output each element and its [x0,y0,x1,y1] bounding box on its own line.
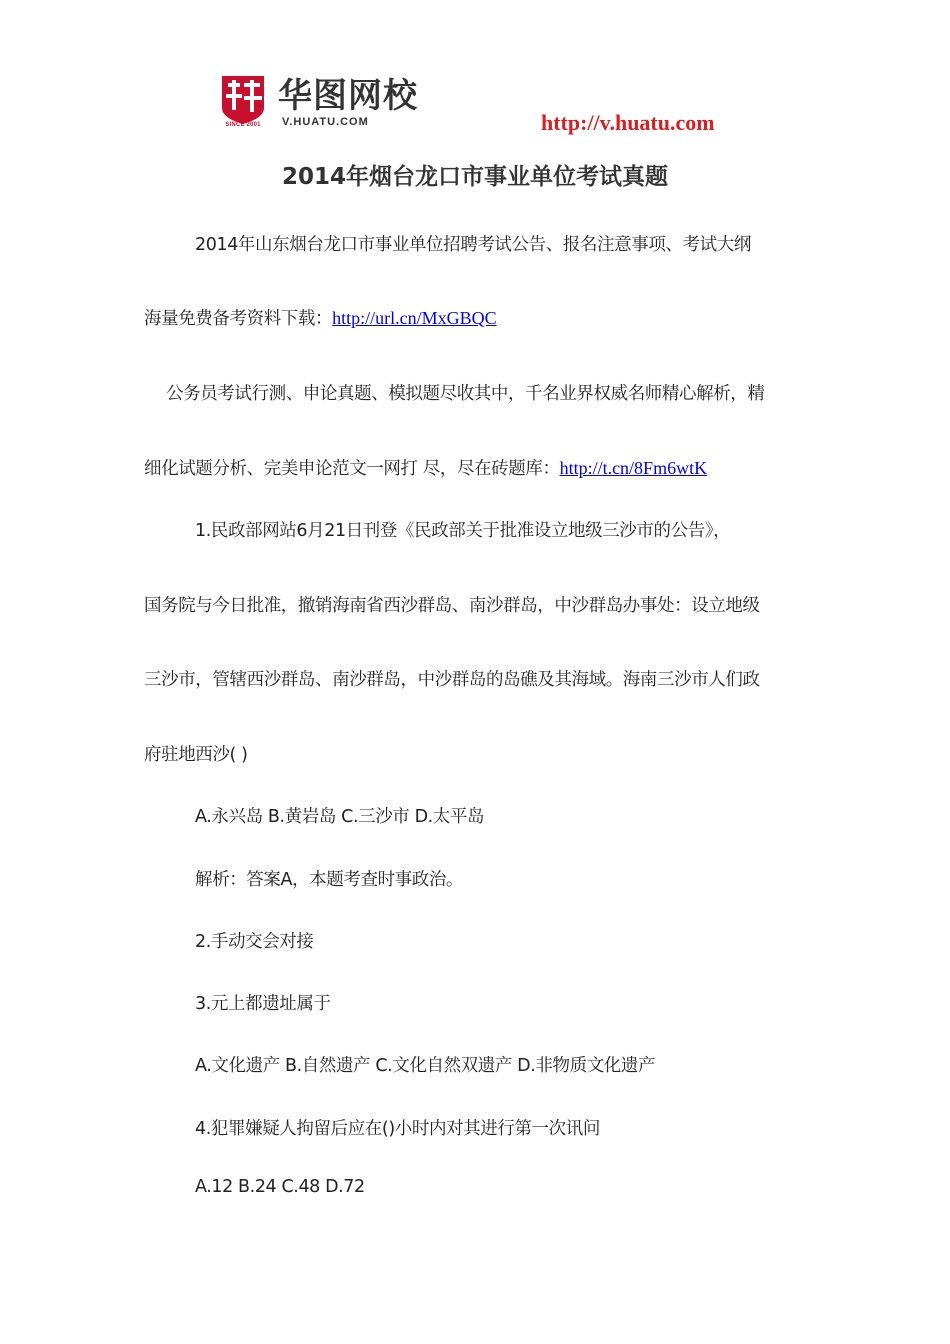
logo-since-text: SINCE 2001 [225,122,261,128]
question-1-line-3: 三沙市，管辖西沙群岛、南沙群岛，中沙群岛的岛礁及其海域。海南三沙市人们政 [144,670,760,690]
intro-tiku-text: 细化试题分析、完美申论范文一网打 尽，尽在砖题库： [144,459,560,479]
download-link[interactable]: http://url.cn/MxGBQC [332,308,497,328]
tiku-link[interactable]: http://t.cn/8Fm6wtK [559,458,708,478]
question-1-line-2: 国务院与今日批准，撤销海南省西沙群岛、南沙群岛，中沙群岛办事处：设立地级 [144,596,760,616]
question-4-options: A.12 B.24 C.48 D.72 [195,1177,365,1197]
intro-line-1: 2014年山东烟台龙口市事业单位招聘考试公告、报名注意事项、考试大纲 [195,235,751,255]
question-3-options: A.文化遗产 B.自然遗产 C.文化自然双遗产 D.非物质文化遗产 [195,1056,656,1076]
intro-line-4 [144,455,707,480]
question-4: 4.犯罪嫌疑人拘留后应在()小时内对其进行第一次讯问 [195,1119,600,1139]
question-2: 2.手动交会对接 [195,932,314,952]
intro-download-text: 海量免费备考资料下载： [144,309,333,329]
intro-line-3: 公务员考试行测、申论真题、模拟题尽收其中，千名业界权威名师精心解析，精 [166,384,765,404]
intro-line-2 [144,305,497,330]
question-1-line-4: 府驻地西沙( ) [144,745,248,765]
document-title: 2014年烟台龙口市事业单位考试真题 [281,164,668,190]
header-url[interactable]: http://v.huatu.com [541,110,715,135]
question-3: 3.元上都遗址属于 [195,994,331,1014]
huatu-logo [218,74,458,134]
question-1-analysis: 解析：答案A，本题考查时事政治。 [195,870,464,890]
question-1-options: A.永兴岛 B.黄岩岛 C.三沙市 D.太平岛 [195,807,485,827]
logo-domain: V.HUATU.COM [282,116,369,128]
question-1-line-1: 1.民政部网站6月21日刊登《民政部关于批准设立地级三沙市的公告》， [195,521,731,541]
logo-name: 华图网校 [278,76,418,116]
